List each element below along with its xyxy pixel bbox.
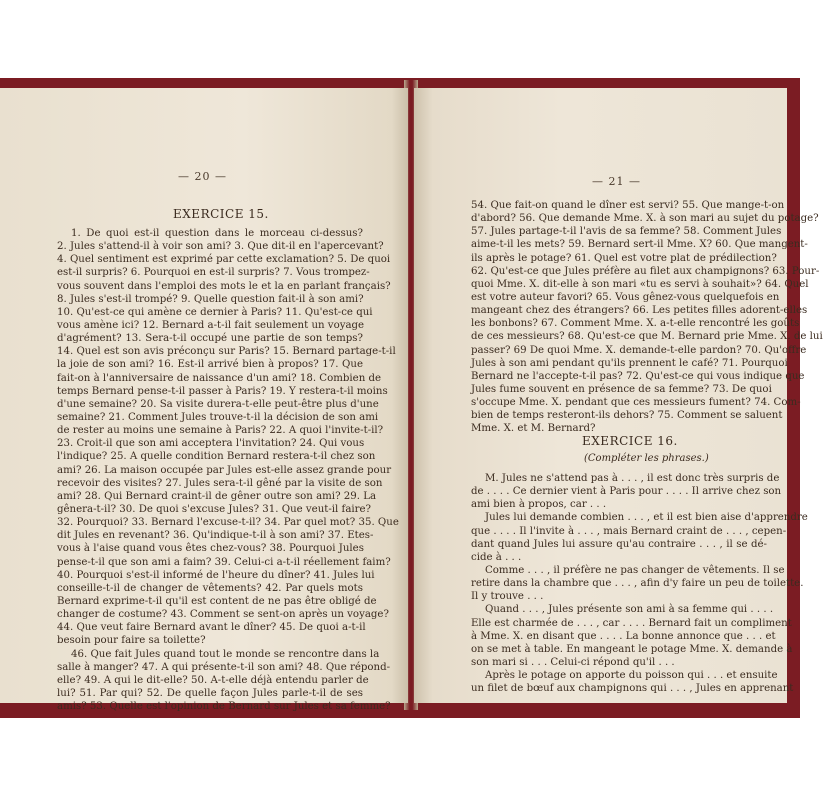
text-line: mangeant chez des étrangers? 66. Les petites filles adorent-elles xyxy=(471,305,808,317)
text-line: 62. Qu'est-ce que Jules préfère au filet aux champignons? 63. Pour- xyxy=(471,265,820,277)
text-line: la joie de son ami? 16. Est-il arrivé bien à propos? 17. Que xyxy=(57,359,363,371)
text-line: M. Jules ne s'attend pas à . . . , il est donc très surpris de xyxy=(485,473,780,484)
text-line: Après le potage on apporte du poisson qui . . . et ensuite xyxy=(485,670,778,682)
text-line: 1. De quoi est-il question dans le morceau ci-dessus? xyxy=(71,228,363,239)
text-line: Jules lui demande combien . . . , et il est bien aise d'apprendre xyxy=(485,512,808,524)
text-line: passer? 69 De quoi Mme. X. demande-t-elle pardon? 70. Qu'offre xyxy=(471,344,807,356)
text-line: est votre auteur favori? 65. Vous gênez-vous quelquefois en xyxy=(471,291,780,303)
text-line: est-il surpris? 6. Pourquoi en est-il surpris? 7. Vous trompez- xyxy=(57,267,370,279)
exercise-16-subtitle: (Compléter les phrases.) xyxy=(584,453,709,464)
text-line: 14. Quel est son avis préconçu sur Paris? 15. Bernard partage-t-il xyxy=(57,346,396,358)
text-line: Jules à son ami pendant qu'ils prennent le café? 71. Pourquoi xyxy=(471,357,788,369)
text-line: elle? 49. A qui le dit-elle? 50. A-t-elle déjà entendu parler de xyxy=(57,674,369,686)
text-line: semaine? 21. Comment Jules trouve-t-il la décision de son ami xyxy=(57,411,379,423)
text-line: un filet de bœuf aux champignons qui . . . , Jules en apprenant xyxy=(471,683,794,695)
text-line: retire dans la chambre que . . . , afin d'y faire un peu de toilette. xyxy=(471,578,804,590)
text-line: Quand . . . , Jules présente son ami à sa femme qui . . . . xyxy=(485,604,774,616)
page-number-left: — 20 — xyxy=(178,170,227,183)
text-line: conseille-t-il de changer de vêtements? 42. Par quels mots xyxy=(57,582,363,594)
text-line: fait-on à l'anniversaire de naissance d'un ami? 18. Combien de xyxy=(57,372,382,384)
text-line: 4. Quel sentiment est exprimé par cette exclamation? 5. De quoi xyxy=(57,254,391,266)
text-line: dant quand Jules lui assure qu'au contraire . . . , il se dé- xyxy=(471,538,767,550)
text-line: Comme . . . , il préfère ne pas changer de vêtements. Il se xyxy=(485,564,785,576)
text-line: que . . . . Il l'invite à . . . , mais Bernard craint de . . . , cepen- xyxy=(471,525,787,537)
left-page xyxy=(0,88,408,713)
text-line: Il y trouve . . . xyxy=(471,591,544,603)
text-line: de rester au moins une semaine à Paris? 22. A quoi l'invite-t-il? xyxy=(57,425,384,437)
text-line: salle à manger? 47. A qui présente-t-il son ami? 48. Que répond- xyxy=(57,661,391,673)
text-line: de . . . . Ce dernier vient à Paris pour . . . . Il arrive chez son xyxy=(471,486,782,498)
text-line: 57. Jules partage-t-il l'avis de sa femme? 58. Comment Jules xyxy=(471,226,782,238)
text-line: les bonbons? 67. Comment Mme. X. a-t-elle rencontré les goûts xyxy=(471,318,800,330)
text-line: amis? 53. Quelle est l'opinion de Bernard sur Jules et sa femme? xyxy=(57,701,391,713)
text-line: aime-t-il les mets? 59. Bernard sert-il Mme. X? 60. Que mangent- xyxy=(471,239,808,251)
text-line: dit Jules en revenant? 36. Qu'indique-t-il à son ami? 37. Etes- xyxy=(57,530,374,542)
text-line: vous amène ici? 12. Bernard a-t-il fait seulement un voyage xyxy=(57,319,365,331)
text-line: à Mme. X. en disant que . . . . La bonne annonce que . . . et xyxy=(471,630,776,642)
text-line: bien de temps resteront-ils dehors? 75. Comment se saluent xyxy=(471,410,783,422)
text-line: 10. Qu'est-ce qui amène ce dernier à Paris? 11. Qu'est-ce qui xyxy=(57,306,373,318)
text-line: 46. Que fait Jules quand tout le monde se rencontre dans la xyxy=(71,648,380,660)
text-line: temps Bernard pense-t-il passer à Paris? 19. Y restera-t-il moins xyxy=(57,385,388,397)
text-line: 32. Pourquoi? 33. Bernard l'excuse-t-il? 34. Par quel mot? 35. Que xyxy=(57,517,399,529)
text-line: Mme. X. et M. Bernard? xyxy=(471,423,596,435)
text-line: ami bien à propos, car . . . xyxy=(471,499,607,511)
text-line: recevoir des visites? 27. Jules sera-t-il gêné par la visite de son xyxy=(57,477,383,489)
text-line: Jules fume souvent en présence de sa femme? 73. De quoi xyxy=(471,383,772,395)
text-line: 54. Que fait-on quand le dîner est servi? 55. Que mange-t-on xyxy=(471,200,785,211)
text-line: besoin pour faire sa toilette? xyxy=(57,635,206,647)
exercise-16-sentences xyxy=(471,472,808,695)
text-line: cide à . . . xyxy=(471,551,522,563)
right-page xyxy=(414,88,823,703)
text-line: 23. Croit-il que son ami acceptera l'invitation? 24. Qui vous xyxy=(57,438,365,450)
text-line: vous à l'aise quand vous êtes chez-vous? 38. Pourquoi Jules xyxy=(57,543,364,555)
exercise-15-questions xyxy=(57,227,399,713)
text-line: gênera-t-il? 30. De quoi s'excuse Jules? 31. Que veut-il faire? xyxy=(57,503,372,515)
exercise-15-title: EXERCICE 15. xyxy=(173,207,269,221)
text-line: vous souvent dans l'emploi des mots le et la en parlant français? xyxy=(57,280,391,292)
text-line: pense-t-il que son ami a faim? 39. Celui-ci a-t-il réellement faim? xyxy=(57,556,391,568)
text-line: 8. Jules s'est-il trompé? 9. Quelle question fait-il à son ami? xyxy=(57,293,364,305)
text-line: Bernard exprime-t-il qu'il est content de ne pas être obligé de xyxy=(57,595,377,607)
text-line: d'agrément? 13. Sera-t-il occupé une partie de son temps? xyxy=(57,333,363,345)
text-line: 2. Jules s'attend-il à voir son ami? 3. Que dit-il en l'apercevant? xyxy=(57,241,384,253)
text-line: son mari si . . . Celui-ci répond qu'il . . . xyxy=(471,656,675,668)
exercise-16-title: EXERCICE 16. xyxy=(582,434,678,448)
text-line: on se met à table. En mangeant le potage Mme. X. demande à xyxy=(471,643,793,655)
exercise-15-questions-continued xyxy=(471,199,823,436)
text-line: s'occupe Mme. X. pendant que ces messieurs fument? 74. Com- xyxy=(471,397,801,409)
page-number-right: — 21 — xyxy=(592,175,641,188)
text-line: changer de costume? 43. Comment se sent-on après un voyage? xyxy=(57,609,389,621)
text-line: ami? 28. Qui Bernard craint-il de gêner outre son ami? 29. La xyxy=(57,490,377,502)
text-line: lui? 51. Par qui? 52. De quelle façon Jules parle-t-il de ses xyxy=(57,687,363,699)
text-line: 40. Pourquoi s'est-il informé de l'heure du dîner? 41. Jules lui xyxy=(57,569,375,581)
text-line: ils après le potage? 61. Quel est votre plat de prédilection? xyxy=(471,252,777,264)
text-line: d'une semaine? 20. Sa visite durera-t-elle peut-être plus d'une xyxy=(57,398,379,410)
text-line: Bernard ne l'accepte-t-il pas? 72. Qu'est-ce qui vous indique que xyxy=(471,370,805,382)
text-line: ami? 26. La maison occupée par Jules est-elle assez grande pour xyxy=(57,464,392,476)
text-line: l'indique? 25. A quelle condition Bernard restera-t-il chez son xyxy=(57,451,376,463)
text-line: 44. Que veut faire Bernard avant le dîner? 45. De quoi a-t-il xyxy=(57,622,366,634)
text-line: de ces messieurs? 68. Qu'est-ce que M. Bernard prie Mme. X. de lui xyxy=(471,331,823,343)
text-line: quoi Mme. X. dit-elle à son mari «tu es servi à souhait»? 64. Quel xyxy=(471,278,809,290)
text-line: d'abord? 56. Que demande Mme. X. à son mari au sujet du potage? xyxy=(471,213,819,225)
text-line: Elle est charmée de . . . , car . . . . Bernard fait un compliment xyxy=(471,617,792,629)
